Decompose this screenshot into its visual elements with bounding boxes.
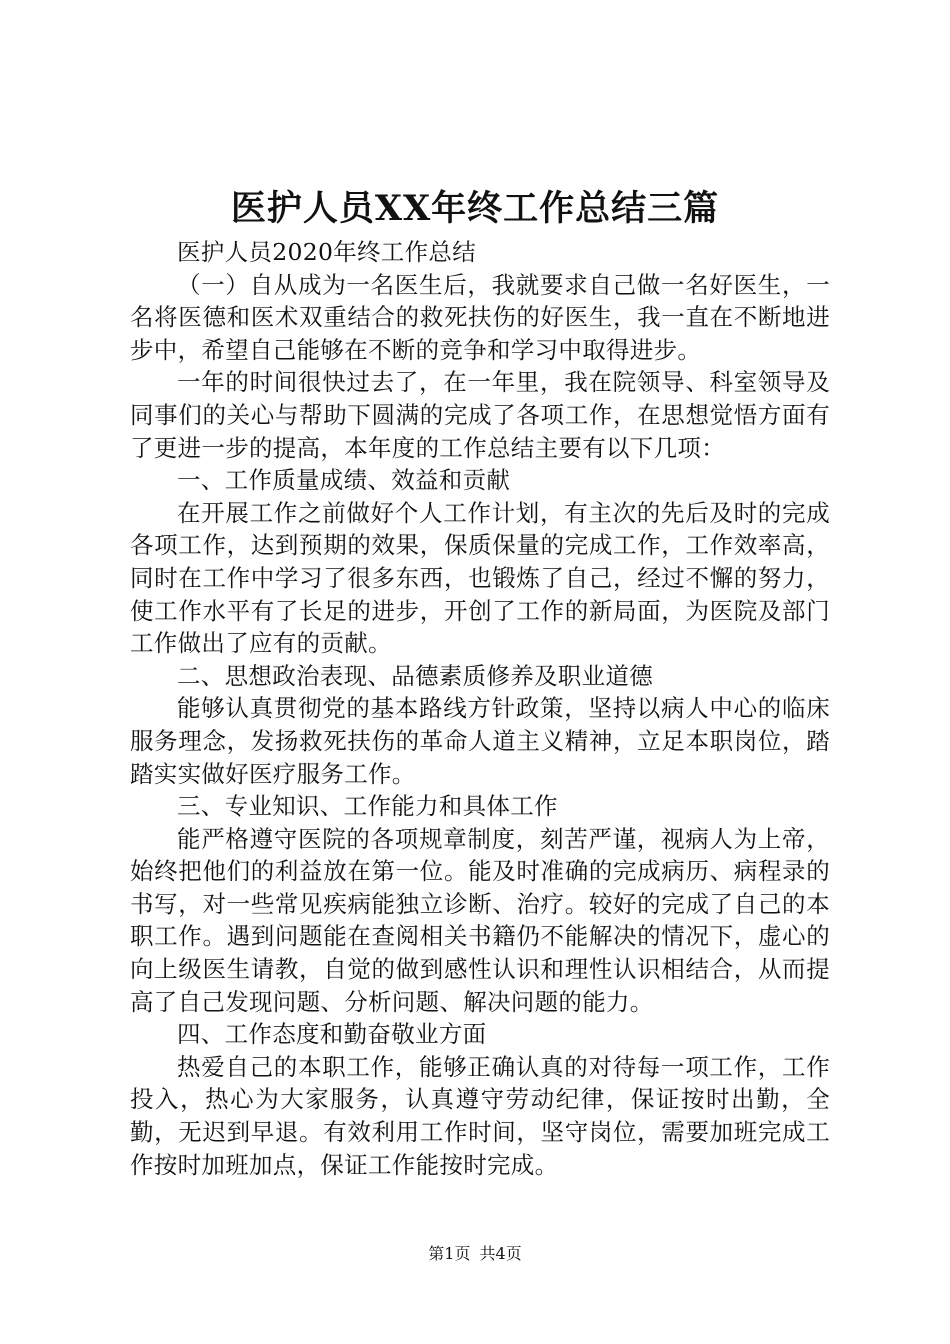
section-heading-4: 四、工作态度和勤奋敬业方面 bbox=[177, 1020, 487, 1049]
section-heading-2: 二、思想政治表现、品德素质修养及职业道德 bbox=[177, 661, 653, 690]
page-number: 第1页 bbox=[428, 1244, 471, 1263]
paragraph-section-1: 在开展工作之前做好个人工作计划，有主次的先后及时的完成各项工作，达到预期的效果，保质保量的完成工作，工作效率高，同时在工作中学习了很多东西，也锻炼了自己，经过不懈的努力，使工作水平有了长足的进步，开创了工作的新局面，为医院及部门工作做出了应有的贡献。 bbox=[130, 498, 830, 658]
document-title: 医护人员XX年终工作总结三篇 bbox=[230, 188, 720, 229]
paragraph-overview: 一年的时间很快过去了，在一年里，我在院领导、科室领导及同事们的关心与帮助下圆满的完成了各项工作，在思想觉悟方面有了更进一步的提高，本年度的工作总结主要有以下几项： bbox=[130, 368, 830, 462]
paragraph-section-2: 能够认真贯彻党的基本路线方针政策，坚持以病人中心的临床服务理念，发扬救死扶伤的革命人道主义精神，立足本职岗位，踏踏实实做好医疗服务工作。 bbox=[130, 694, 830, 788]
section-heading-3: 三、专业知识、工作能力和具体工作 bbox=[177, 792, 558, 821]
paragraph-section-3: 能严格遵守医院的各项规章制度，刻苦严谨，视病人为上帝，始终把他们的利益放在第一位。能及时准确的完成病历、病程录的书写，对一些常见疾病能独立诊断、治疗。较好的完成了自己的本职工作。遇到问题能在查阅相关书籍仍不能解决的情况下，虚心的向上级医生请教，自觉的做到感性认识和理性认识相结合，从而提高了自己发现问题、分析问题、解决问题的能力。 bbox=[130, 824, 830, 1016]
paragraph-section-4: 热爱自己的本职工作，能够正确认真的对待每一项工作，工作投入，热心为大家服务，认真遵守劳动纪律，保证按时出勤，全勤，无迟到早退。有效利用工作时间，坚守岗位，需要加班完成工作按时加班加点，保证工作能按时完成。 bbox=[130, 1052, 830, 1179]
section-heading-1: 一、工作质量成绩、效益和贡献 bbox=[177, 466, 511, 495]
page-total: 共4页 bbox=[479, 1244, 522, 1263]
page-footer bbox=[0, 1244, 950, 1264]
document-body bbox=[130, 236, 830, 1181]
paragraph-subtitle: 医护人员2020年终工作总结 bbox=[177, 238, 477, 266]
paragraph-intro: （一）自从成为一名医生后，我就要求自己做一名好医生，一名将医德和医术双重结合的救死扶伤的好医生，我一直在不断地进步中，希望自己能够在不断的竞争和学习中取得进步。 bbox=[130, 270, 830, 364]
